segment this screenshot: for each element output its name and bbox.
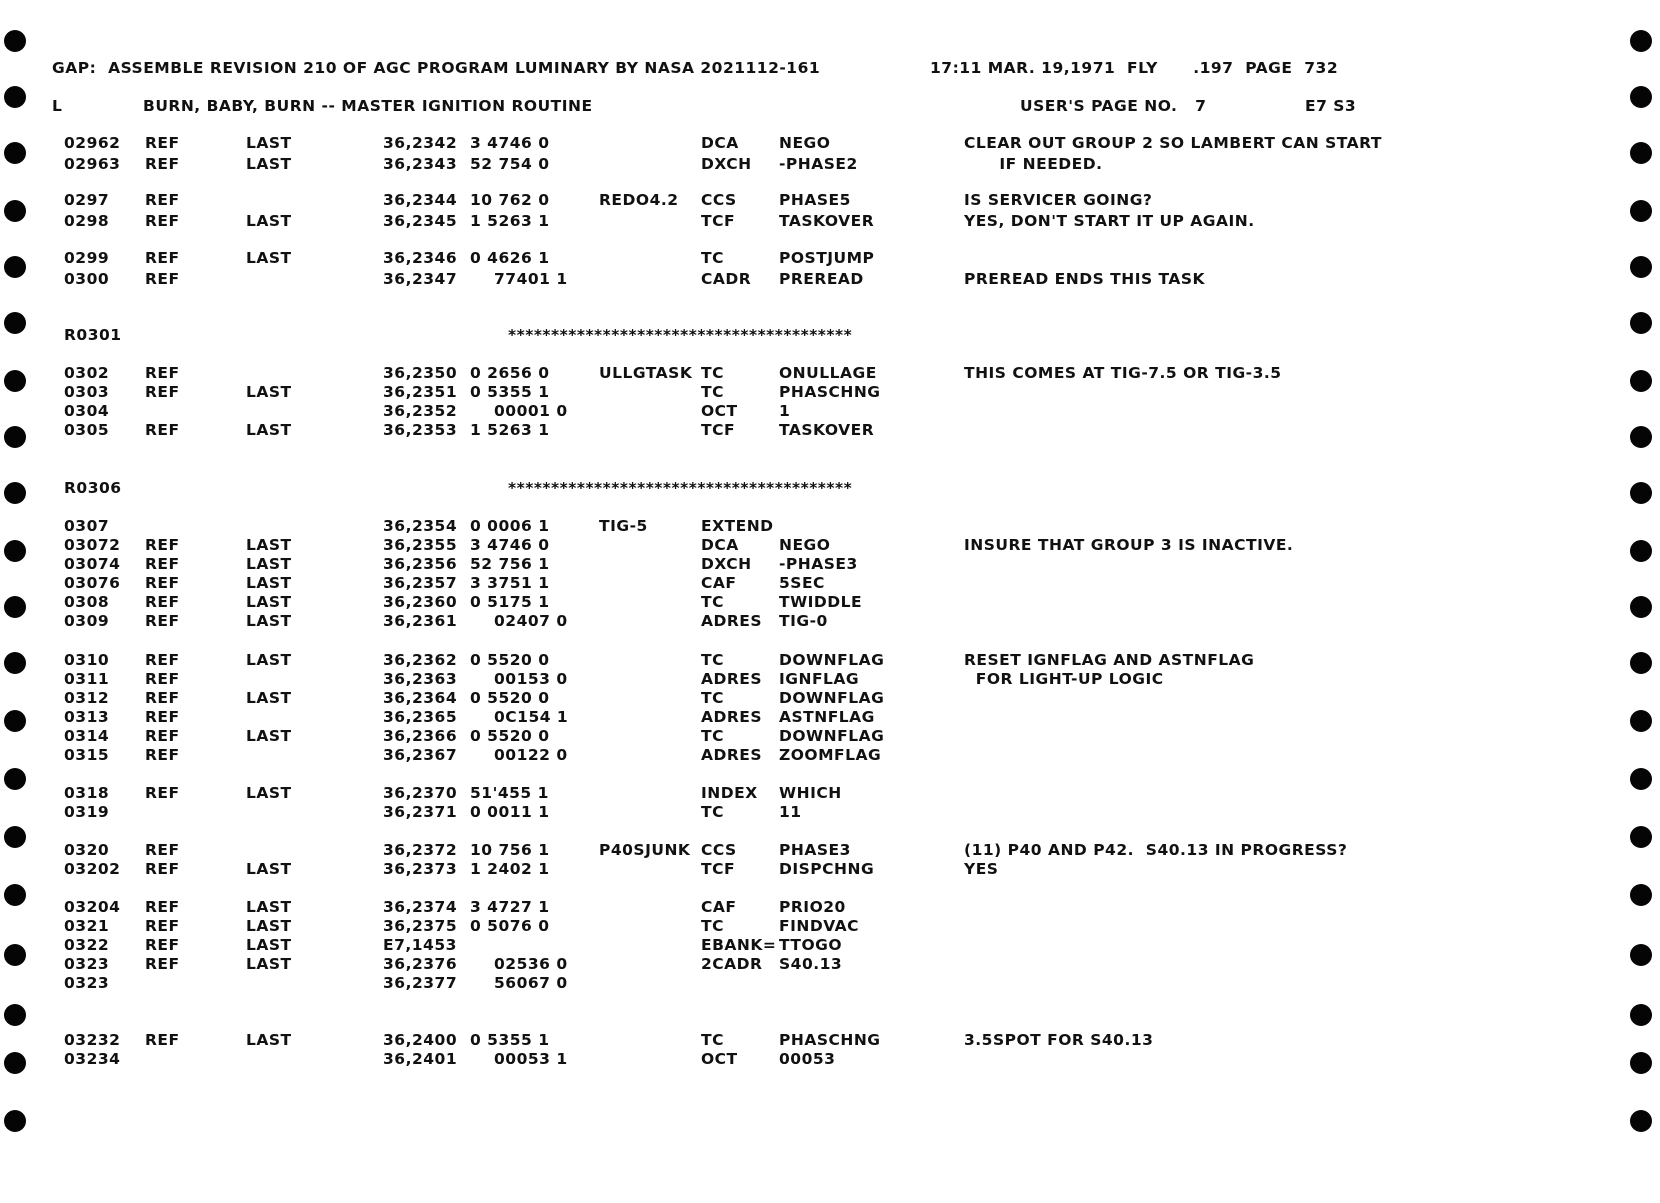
punch-hole	[4, 256, 26, 278]
cell-code: 77401 1	[494, 270, 568, 288]
cell-line: 0321	[64, 917, 110, 935]
cell-ref: REF	[145, 898, 180, 916]
cell-addr: 36,2367	[383, 746, 458, 764]
cell-code: 3 4746 0	[470, 536, 550, 554]
cell-last: LAST	[246, 555, 292, 573]
cell-operand: ZOOMFLAG	[779, 746, 882, 764]
cell-code: 0 5076 0	[470, 917, 550, 935]
cell-operand: TIG-0	[779, 612, 828, 630]
punch-hole	[1630, 596, 1652, 618]
cell-comment: FOR LIGHT-UP LOGIC	[964, 670, 1164, 688]
cell-line: 0298	[64, 212, 110, 230]
punch-hole	[1630, 540, 1652, 562]
cell-operand: TTOGO	[779, 936, 843, 954]
cell-operand: 5SEC	[779, 574, 825, 592]
cell-op: DXCH	[701, 155, 752, 173]
punch-hole	[4, 710, 26, 732]
cell-op: EXTEND	[701, 517, 774, 535]
cell-op: TC	[701, 1031, 724, 1049]
cell-code: 3 4746 0	[470, 134, 550, 152]
cell-line: 0319	[64, 803, 110, 821]
cell-operand: 1	[779, 402, 791, 420]
cell-code: 0 2656 0	[470, 364, 550, 382]
cell-last: LAST	[246, 383, 292, 401]
punch-hole	[4, 1052, 26, 1074]
cell-ref: REF	[145, 364, 180, 382]
header-marker: L	[52, 97, 63, 115]
cell-code: 3 4727 1	[470, 898, 550, 916]
punch-hole	[1630, 710, 1652, 732]
punch-hole	[4, 426, 26, 448]
cell-code: 3 3751 1	[470, 574, 550, 592]
cell-op: TC	[701, 593, 724, 611]
header-line-1	[0, 58, 1339, 78]
cell-line: 0304	[64, 402, 110, 420]
cell-ref: REF	[145, 593, 180, 611]
cell-op: TC	[701, 651, 724, 669]
cell-line: 0314	[64, 727, 110, 745]
cell-op: TC	[701, 803, 724, 821]
cell-code: 0 5520 0	[470, 727, 550, 745]
cell-op: DXCH	[701, 555, 752, 573]
cell-line: 0323	[64, 955, 110, 973]
cell-last: LAST	[246, 212, 292, 230]
punch-hole	[1630, 86, 1652, 108]
cell-code: 51'455 1	[470, 784, 549, 802]
cell-op: DCA	[701, 134, 739, 152]
cell-last: LAST	[246, 536, 292, 554]
punch-hole	[4, 1004, 26, 1026]
cell-ref: REF	[145, 651, 180, 669]
cell-addr: 36,2370	[383, 784, 458, 802]
cell-addr: 36,2400	[383, 1031, 458, 1049]
cell-code: 56067 0	[494, 974, 568, 992]
cell-comment: CLEAR OUT GROUP 2 SO LAMBERT CAN START	[964, 134, 1382, 152]
cell-operand: -PHASE3	[779, 555, 858, 573]
cell-operand: FINDVAC	[779, 917, 860, 935]
cell-code: 0 5355 1	[470, 1031, 550, 1049]
cell-line: 02962	[64, 134, 121, 152]
cell-addr: 36,2346	[383, 249, 458, 267]
cell-ref: REF	[145, 612, 180, 630]
cell-addr: 36,2362	[383, 651, 458, 669]
cell-line: 0323	[64, 974, 110, 992]
cell-line: 0309	[64, 612, 110, 630]
punch-hole	[4, 200, 26, 222]
cell-addr: 36,2373	[383, 860, 458, 878]
header-date-page: 17:11 MAR. 19,1971 FLY .197 PAGE 732	[930, 59, 1339, 77]
cell-operand: DOWNFLAG	[779, 727, 885, 745]
cell-addr: E7,1453	[383, 936, 457, 954]
cell-addr: 36,2352	[383, 402, 458, 420]
cell-code: 1 2402 1	[470, 860, 550, 878]
cell-addr: 36,2375	[383, 917, 458, 935]
cell-line: 0313	[64, 708, 110, 726]
cell-op: TC	[701, 689, 724, 707]
cell-line: 0308	[64, 593, 110, 611]
cell-op: INDEX	[701, 784, 758, 802]
cell-ref: REF	[145, 1031, 180, 1049]
cell-operand: POSTJUMP	[779, 249, 875, 267]
cell-stars: ****************************************	[508, 479, 853, 497]
cell-ref: REF	[145, 421, 180, 439]
cell-comment: IS SERVICER GOING?	[964, 191, 1153, 209]
cell-code: 02536 0	[494, 955, 568, 973]
cell-ref: REF	[145, 155, 180, 173]
cell-operand: -PHASE2	[779, 155, 858, 173]
cell-operand: 00053	[779, 1050, 836, 1068]
cell-op: OCT	[701, 1050, 738, 1068]
cell-operand: TWIDDLE	[779, 593, 863, 611]
punch-hole	[1630, 312, 1652, 334]
cell-addr: 36,2364	[383, 689, 458, 707]
cell-addr: 36,2357	[383, 574, 458, 592]
cell-addr: 36,2365	[383, 708, 458, 726]
cell-op: TC	[701, 383, 724, 401]
cell-last: LAST	[246, 860, 292, 878]
right-tractor-holes	[1620, 0, 1660, 1203]
cell-ref: REF	[145, 212, 180, 230]
cell-op: TC	[701, 249, 724, 267]
punch-hole	[1630, 768, 1652, 790]
cell-last: LAST	[246, 134, 292, 152]
cell-code: 0C154 1	[494, 708, 569, 726]
cell-operand: WHICH	[779, 784, 842, 802]
cell-ref: REF	[145, 191, 180, 209]
cell-line: 0300	[64, 270, 110, 288]
cell-line: 0299	[64, 249, 110, 267]
cell-label: TIG-5	[599, 517, 648, 535]
cell-last: LAST	[246, 784, 292, 802]
cell-last: LAST	[246, 574, 292, 592]
punch-hole	[1630, 482, 1652, 504]
cell-operand: PREREAD	[779, 270, 864, 288]
routine-title: BURN, BABY, BURN -- MASTER IGNITION ROUTINE	[143, 97, 593, 115]
cell-addr: 36,2345	[383, 212, 458, 230]
cell-ref: REF	[145, 536, 180, 554]
cell-last: LAST	[246, 249, 292, 267]
cell-code: 10 762 0	[470, 191, 550, 209]
cell-ref: REF	[145, 574, 180, 592]
cell-last: LAST	[246, 727, 292, 745]
cell-addr: 36,2361	[383, 612, 458, 630]
cell-code: 1 5263 1	[470, 421, 550, 439]
cell-addr: 36,2342	[383, 134, 458, 152]
cell-line: 03076	[64, 574, 121, 592]
cell-addr: 36,2343	[383, 155, 458, 173]
cell-comment: YES, DON'T START IT UP AGAIN.	[964, 212, 1255, 230]
cell-line: 0303	[64, 383, 110, 401]
cell-addr: 36,2347	[383, 270, 458, 288]
cell-addr: 36,2376	[383, 955, 458, 973]
cell-last: LAST	[246, 593, 292, 611]
cell-code: 00153 0	[494, 670, 568, 688]
punch-hole	[4, 826, 26, 848]
cell-comment: RESET IGNFLAG AND ASTNFLAG	[964, 651, 1255, 669]
cell-last: LAST	[246, 917, 292, 935]
cell-last: LAST	[246, 936, 292, 954]
punch-hole	[4, 768, 26, 790]
cell-line: 0307	[64, 517, 110, 535]
punch-hole	[1630, 426, 1652, 448]
cell-ref: REF	[145, 270, 180, 288]
cell-ref: REF	[145, 708, 180, 726]
cell-addr: 36,2351	[383, 383, 458, 401]
punch-hole	[4, 482, 26, 504]
punch-hole	[1630, 1004, 1652, 1026]
cell-addr: 36,2374	[383, 898, 458, 916]
cell-comment: YES	[964, 860, 999, 878]
cell-operand: PHASCHNG	[779, 1031, 881, 1049]
punch-hole	[1630, 370, 1652, 392]
cell-op: CCS	[701, 191, 737, 209]
cell-line: R0306	[64, 479, 122, 497]
cell-code: 52 756 1	[470, 555, 550, 573]
cell-line: 03202	[64, 860, 121, 878]
cell-code: 0 5355 1	[470, 383, 550, 401]
cell-line: 02963	[64, 155, 121, 173]
cell-code: 10 756 1	[470, 841, 550, 859]
cell-line: R0301	[64, 326, 122, 344]
cell-line: 0302	[64, 364, 110, 382]
cell-op: TCF	[701, 212, 736, 230]
header-line-2	[0, 96, 1357, 116]
cell-operand: PHASCHNG	[779, 383, 881, 401]
cell-addr: 36,2401	[383, 1050, 458, 1068]
cell-last: LAST	[246, 612, 292, 630]
punch-hole	[4, 30, 26, 52]
cell-code: 0 5520 0	[470, 689, 550, 707]
bank-tag: E7 S3	[1305, 97, 1357, 115]
cell-line: 03072	[64, 536, 121, 554]
cell-code: 1 5263 1	[470, 212, 550, 230]
cell-last: LAST	[246, 651, 292, 669]
cell-operand: ASTNFLAG	[779, 708, 875, 726]
cell-ref: REF	[145, 727, 180, 745]
cell-operand: PHASE5	[779, 191, 851, 209]
cell-ref: REF	[145, 670, 180, 688]
cell-code: 0 4626 1	[470, 249, 550, 267]
cell-ref: REF	[145, 860, 180, 878]
cell-addr: 36,2353	[383, 421, 458, 439]
cell-ref: REF	[145, 936, 180, 954]
cell-addr: 36,2372	[383, 841, 458, 859]
cell-operand: DISPCHNG	[779, 860, 875, 878]
punch-hole	[1630, 256, 1652, 278]
cell-addr: 36,2371	[383, 803, 458, 821]
cell-operand: PHASE3	[779, 841, 851, 859]
cell-line: 03232	[64, 1031, 121, 1049]
cell-code: 0 0006 1	[470, 517, 550, 535]
cell-line: 0320	[64, 841, 110, 859]
cell-comment: THIS COMES AT TIG-7.5 OR TIG-3.5	[964, 364, 1282, 382]
cell-code: 02407 0	[494, 612, 568, 630]
cell-op: CAF	[701, 574, 737, 592]
cell-last: LAST	[246, 689, 292, 707]
cell-ref: REF	[145, 134, 180, 152]
cell-line: 0318	[64, 784, 110, 802]
punch-hole	[1630, 30, 1652, 52]
cell-line: 0312	[64, 689, 110, 707]
cell-operand: ONULLAGE	[779, 364, 877, 382]
cell-label: REDO4.2	[599, 191, 679, 209]
cell-comment: IF NEEDED.	[964, 155, 1103, 173]
punch-hole	[1630, 884, 1652, 906]
cell-op: CADR	[701, 270, 752, 288]
cell-line: 0305	[64, 421, 110, 439]
cell-op: TCF	[701, 421, 736, 439]
cell-op: CCS	[701, 841, 737, 859]
cell-op: EBANK=	[701, 936, 777, 954]
punch-hole	[1630, 944, 1652, 966]
punch-hole	[4, 944, 26, 966]
punch-hole	[4, 312, 26, 334]
cell-last: LAST	[246, 898, 292, 916]
cell-op: TC	[701, 364, 724, 382]
cell-last: LAST	[246, 421, 292, 439]
cell-ref: REF	[145, 689, 180, 707]
cell-op: TC	[701, 727, 724, 745]
cell-operand: NEGO	[779, 536, 831, 554]
punch-hole	[1630, 826, 1652, 848]
punch-hole	[1630, 1110, 1652, 1132]
cell-comment: INSURE THAT GROUP 3 IS INACTIVE.	[964, 536, 1294, 554]
cell-line: 0310	[64, 651, 110, 669]
cell-op: OCT	[701, 402, 738, 420]
cell-operand: TASKOVER	[779, 212, 875, 230]
cell-op: CAF	[701, 898, 737, 916]
cell-op: ADRES	[701, 708, 763, 726]
punch-hole	[4, 1110, 26, 1132]
cell-op: ADRES	[701, 612, 763, 630]
cell-op: 2CADR	[701, 955, 763, 973]
cell-operand: NEGO	[779, 134, 831, 152]
cell-comment: 3.5SPOT FOR S40.13	[964, 1031, 1154, 1049]
cell-ref: REF	[145, 917, 180, 935]
cell-addr: 36,2350	[383, 364, 458, 382]
punch-hole	[4, 652, 26, 674]
cell-operand: S40.13	[779, 955, 843, 973]
cell-addr: 36,2377	[383, 974, 458, 992]
cell-last: LAST	[246, 1031, 292, 1049]
cell-label: P40SJUNK	[599, 841, 691, 859]
cell-op: TC	[701, 917, 724, 935]
header-title: GAP: ASSEMBLE REVISION 210 OF AGC PROGRAM LUMINARY BY NASA 2021112-161	[52, 59, 821, 77]
cell-op: ADRES	[701, 746, 763, 764]
cell-ref: REF	[145, 249, 180, 267]
punch-hole	[1630, 200, 1652, 222]
cell-operand: 11	[779, 803, 802, 821]
users-page-number: USER'S PAGE NO. 7	[1020, 97, 1207, 115]
cell-code: 0 5175 1	[470, 593, 550, 611]
cell-label: ULLGTASK	[599, 364, 693, 382]
cell-ref: REF	[145, 746, 180, 764]
cell-comment: PREREAD ENDS THIS TASK	[964, 270, 1206, 288]
cell-last: LAST	[246, 155, 292, 173]
cell-code: 52 754 0	[470, 155, 550, 173]
cell-line: 0297	[64, 191, 110, 209]
punch-hole	[4, 370, 26, 392]
cell-code: 00053 1	[494, 1050, 568, 1068]
cell-operand: TASKOVER	[779, 421, 875, 439]
punch-hole	[1630, 652, 1652, 674]
cell-ref: REF	[145, 555, 180, 573]
punch-hole	[1630, 142, 1652, 164]
cell-stars: ****************************************	[508, 326, 853, 344]
cell-line: 03074	[64, 555, 121, 573]
cell-ref: REF	[145, 955, 180, 973]
cell-ref: REF	[145, 784, 180, 802]
cell-op: ADRES	[701, 670, 763, 688]
cell-addr: 36,2363	[383, 670, 458, 688]
cell-line: 03204	[64, 898, 121, 916]
cell-op: DCA	[701, 536, 739, 554]
cell-line: 0322	[64, 936, 110, 954]
cell-operand: IGNFLAG	[779, 670, 860, 688]
cell-addr: 36,2355	[383, 536, 458, 554]
punch-hole	[1630, 1052, 1652, 1074]
cell-addr: 36,2354	[383, 517, 458, 535]
cell-operand: PRIO20	[779, 898, 846, 916]
cell-operand: DOWNFLAG	[779, 689, 885, 707]
cell-line: 0311	[64, 670, 110, 688]
cell-code: 0 0011 1	[470, 803, 550, 821]
cell-addr: 36,2344	[383, 191, 458, 209]
cell-addr: 36,2360	[383, 593, 458, 611]
cell-last: LAST	[246, 955, 292, 973]
punch-hole	[4, 596, 26, 618]
cell-code: 0 5520 0	[470, 651, 550, 669]
punch-hole	[4, 540, 26, 562]
cell-line: 03234	[64, 1050, 121, 1068]
cell-operand: DOWNFLAG	[779, 651, 885, 669]
cell-ref: REF	[145, 383, 180, 401]
cell-line: 0315	[64, 746, 110, 764]
cell-code: 00001 0	[494, 402, 568, 420]
punch-hole	[4, 884, 26, 906]
cell-addr: 36,2366	[383, 727, 458, 745]
cell-comment: (11) P40 AND P42. S40.13 IN PROGRESS?	[964, 841, 1348, 859]
cell-op: TCF	[701, 860, 736, 878]
cell-ref: REF	[145, 841, 180, 859]
cell-code: 00122 0	[494, 746, 568, 764]
cell-addr: 36,2356	[383, 555, 458, 573]
